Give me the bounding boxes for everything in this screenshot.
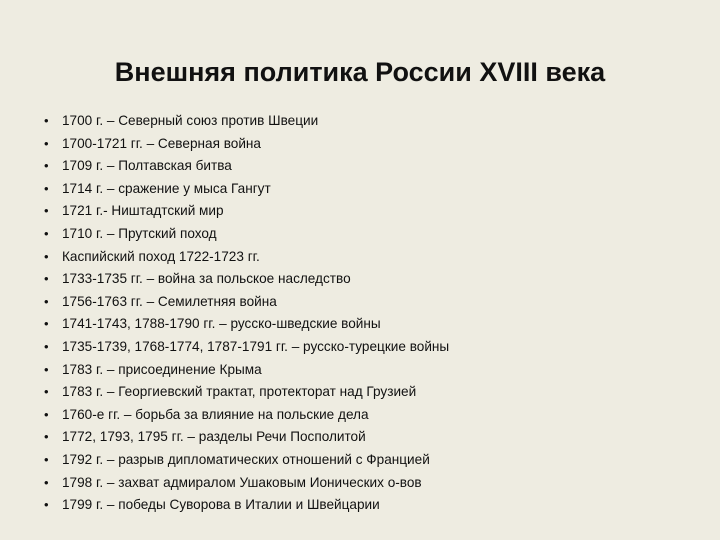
list-item: [44, 449, 694, 472]
bullet-icon: •: [44, 451, 49, 467]
bullet-icon: •: [44, 135, 49, 151]
bullet-icon: •: [44, 497, 49, 513]
bullet-icon: •: [44, 293, 49, 309]
bullet-icon: •: [44, 158, 49, 174]
bullet-icon: •: [44, 113, 49, 128]
list-item-text: 1756-1763 гг. – Семилетняя война: [62, 293, 277, 309]
bullet-icon: •: [44, 271, 49, 287]
list-item-text: 1798 г. – захват адмиралом Ушаковым Ионических о-вов: [62, 474, 422, 490]
bullet-icon: •: [44, 248, 49, 264]
list-item-text: 1760-е гг. – борьба за влияние на польские дела: [62, 406, 369, 422]
bullet-icon: •: [44, 225, 49, 241]
bullet-icon: •: [44, 180, 49, 196]
list-item: [44, 133, 694, 156]
list-item-text: 1700-1721 гг. – Северная война: [62, 135, 261, 151]
list-item-text: 1714 г. – сражение у мыса Гангут: [62, 180, 271, 196]
bullet-icon: •: [44, 316, 49, 332]
list-item-text: 1783 г. – присоединение Крыма: [62, 361, 262, 377]
list-item: [44, 336, 694, 359]
list-item-text: 1783 г. – Георгиевский трактат, протекторат над Грузией: [62, 384, 417, 400]
list-item-text: 1799 г. – победы Суворова в Италии и Швейцарии: [62, 497, 380, 513]
list-item: [44, 472, 694, 495]
bullet-list: [44, 110, 694, 517]
bullet-icon: •: [44, 203, 49, 219]
bullet-icon: •: [44, 338, 49, 354]
list-item: [44, 110, 694, 133]
bullet-icon: •: [44, 429, 49, 445]
slide-title: Внешняя политика России XVIII века: [114, 57, 606, 87]
bullet-icon: •: [44, 406, 49, 422]
list-item: [44, 200, 694, 223]
list-item: [44, 359, 694, 382]
list-item: [44, 178, 694, 201]
bullet-icon: •: [44, 361, 49, 377]
list-item-text: 1700 г. – Северный союз против Швеции: [62, 113, 319, 128]
list-item-text: 1792 г. – разрыв дипломатических отношений с Францией: [62, 451, 430, 467]
list-item: [44, 426, 694, 449]
list-item-text: 1741-1743, 1788-1790 гг. – русско-шведские войны: [62, 316, 381, 332]
list-item: [44, 291, 694, 314]
list-item: [44, 246, 694, 269]
list-item: [44, 313, 694, 336]
bullet-icon: •: [44, 474, 49, 490]
list-item-text: 1772, 1793, 1795 гг. – разделы Речи Посполитой: [62, 429, 366, 445]
list-item: [44, 223, 694, 246]
list-item: [44, 381, 694, 404]
list-item-text: 1709 г. – Полтавская битва: [62, 158, 232, 174]
list-item: [44, 268, 694, 291]
list-item: [44, 404, 694, 427]
list-item-text: 1733-1735 гг. – война за польское наследство: [62, 271, 351, 287]
list-item-text: 1735-1739, 1768-1774, 1787-1791 гг. – русско-турецкие войны: [62, 338, 450, 354]
list-item-text: 1721 г.- Ништадтский мир: [62, 203, 224, 219]
list-item: [44, 494, 694, 517]
list-item-text: 1710 г. – Прутский поход: [62, 225, 217, 241]
list-item-text: Каспийский поход 1722-1723 гг.: [62, 248, 260, 264]
list-item: [44, 155, 694, 178]
bullet-icon: •: [44, 384, 49, 400]
